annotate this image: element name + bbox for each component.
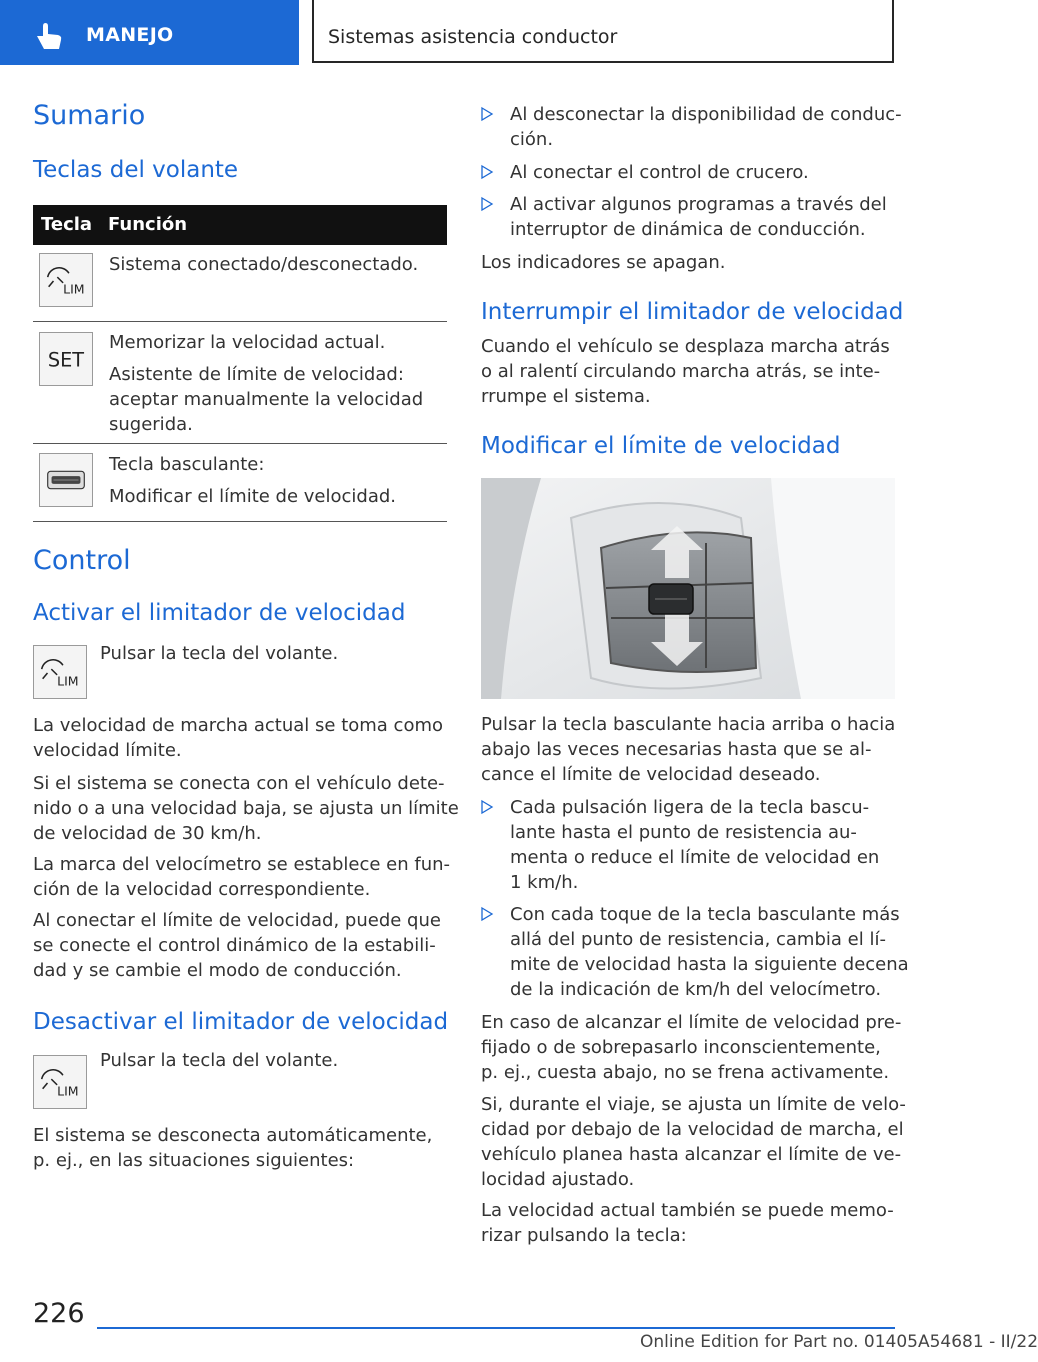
- table-header: [33, 205, 447, 245]
- control-title: Control: [33, 545, 131, 576]
- edition-text: Online Edition for Part no. 01405A54681 - II/22: [640, 1332, 1038, 1352]
- left-paragraph: La marca del velocímetro se establece en fun- ción de la velocidad correspondiente.: [33, 854, 451, 900]
- interrumpir-title: Interrumpir el limitador de velocidad: [481, 299, 904, 325]
- lim-button-icon: [33, 1055, 87, 1109]
- section-tab: [0, 0, 299, 65]
- table-divider: [33, 321, 447, 322]
- table-row-2-text: Memorizar la velocidad actual. Asistente de límite de velocidad: aceptar manualmente la velocidad sugerida.: [109, 332, 424, 435]
- indicadores-text: Los indicadores se apagan.: [481, 252, 726, 273]
- section-label: MANEJO: [86, 24, 174, 46]
- left-paragraph: Al conectar el límite de velocidad, puede que se conecte el control dinámico de la estabili- dad y se cambie el modo de conducción.: [33, 910, 441, 981]
- sumario-title: Sumario: [33, 100, 146, 131]
- lim-button-icon: [39, 253, 93, 307]
- svg-text:LIM: LIM: [57, 673, 79, 689]
- interrumpir-text: Cuando el vehículo se desplaza marcha atrás o al ralentí circulando marcha atrás, se inte- rrumpe el sistema.: [481, 336, 890, 407]
- page-number: 226: [33, 1298, 85, 1329]
- hand-pointing-icon: [34, 22, 64, 50]
- right-paragraph: En caso de alcanzar el límite de velocidad pre- fijado o de sobrepasarlo inconscientemente, p. ej., cuesta abajo, no se frena activamente.: [481, 1012, 902, 1083]
- triangle-bullet-icon: [481, 907, 493, 921]
- left-paragraph: Si el sistema se conecta con el vehículo dete- nido o a una velocidad baja, se ajusta un límite de velocidad de 30 km/h.: [33, 773, 459, 844]
- triangle-bullet-icon: [481, 107, 493, 121]
- table-header-tecla: Tecla: [41, 214, 93, 235]
- left-paragraph: El sistema se desconecta automáticamente, p. ej., en las situaciones siguientes:: [33, 1125, 433, 1171]
- chapter-header: [312, 0, 894, 63]
- svg-text:LIM: LIM: [57, 1083, 79, 1099]
- table-divider: [33, 521, 447, 522]
- activar-title: Activar el limitador de velocidad: [33, 600, 406, 626]
- desactivar-title: Desactivar el limitador de velocidad: [33, 1009, 449, 1035]
- modificar-title: Modificar el límite de velocidad: [481, 433, 841, 459]
- rocker-switch-icon: [39, 453, 93, 507]
- right-paragraph: La velocidad actual también se puede memo- rizar pulsando la tecla:: [481, 1200, 894, 1246]
- svg-text:SET: SET: [47, 348, 85, 372]
- svg-text:LIM: LIM: [63, 281, 85, 297]
- left-paragraph: La velocidad de marcha actual se toma como velocidad límite.: [33, 715, 444, 761]
- table-header-funcion: Función: [108, 214, 188, 235]
- lim-button-icon: [33, 645, 87, 699]
- desactivar-text: Pulsar la tecla del volante.: [100, 1050, 339, 1071]
- footer-divider: [97, 1327, 895, 1329]
- activar-text: Pulsar la tecla del volante.: [100, 643, 339, 664]
- set-button-icon: [39, 332, 93, 386]
- table-divider: [33, 443, 447, 444]
- triangle-bullet-icon: [481, 800, 493, 814]
- teclas-title: Teclas del volante: [33, 157, 239, 183]
- table-row-3-text: Tecla basculante: Modificar el límite de velocidad.: [109, 454, 397, 507]
- pulsar-text: Pulsar la tecla basculante hacia arriba o hacia abajo las veces necesarias hasta que se al- cance el límite de velocidad deseado.: [481, 714, 896, 785]
- table-row-1-text: Sistema conectado/desconectado.: [109, 254, 419, 275]
- steering-wheel-rocker-switch-photo: [481, 478, 895, 699]
- chapter-label: Sistemas asistencia conductor: [328, 26, 618, 48]
- triangle-bullet-icon: [481, 197, 493, 211]
- triangle-bullet-icon: [481, 165, 493, 179]
- right-paragraph: Si, durante el viaje, se ajusta un límite de velo- cidad por debajo de la velocidad de marcha, el vehículo planea hasta alcanzar el límite de ve- locidad ajustado.: [481, 1094, 906, 1190]
